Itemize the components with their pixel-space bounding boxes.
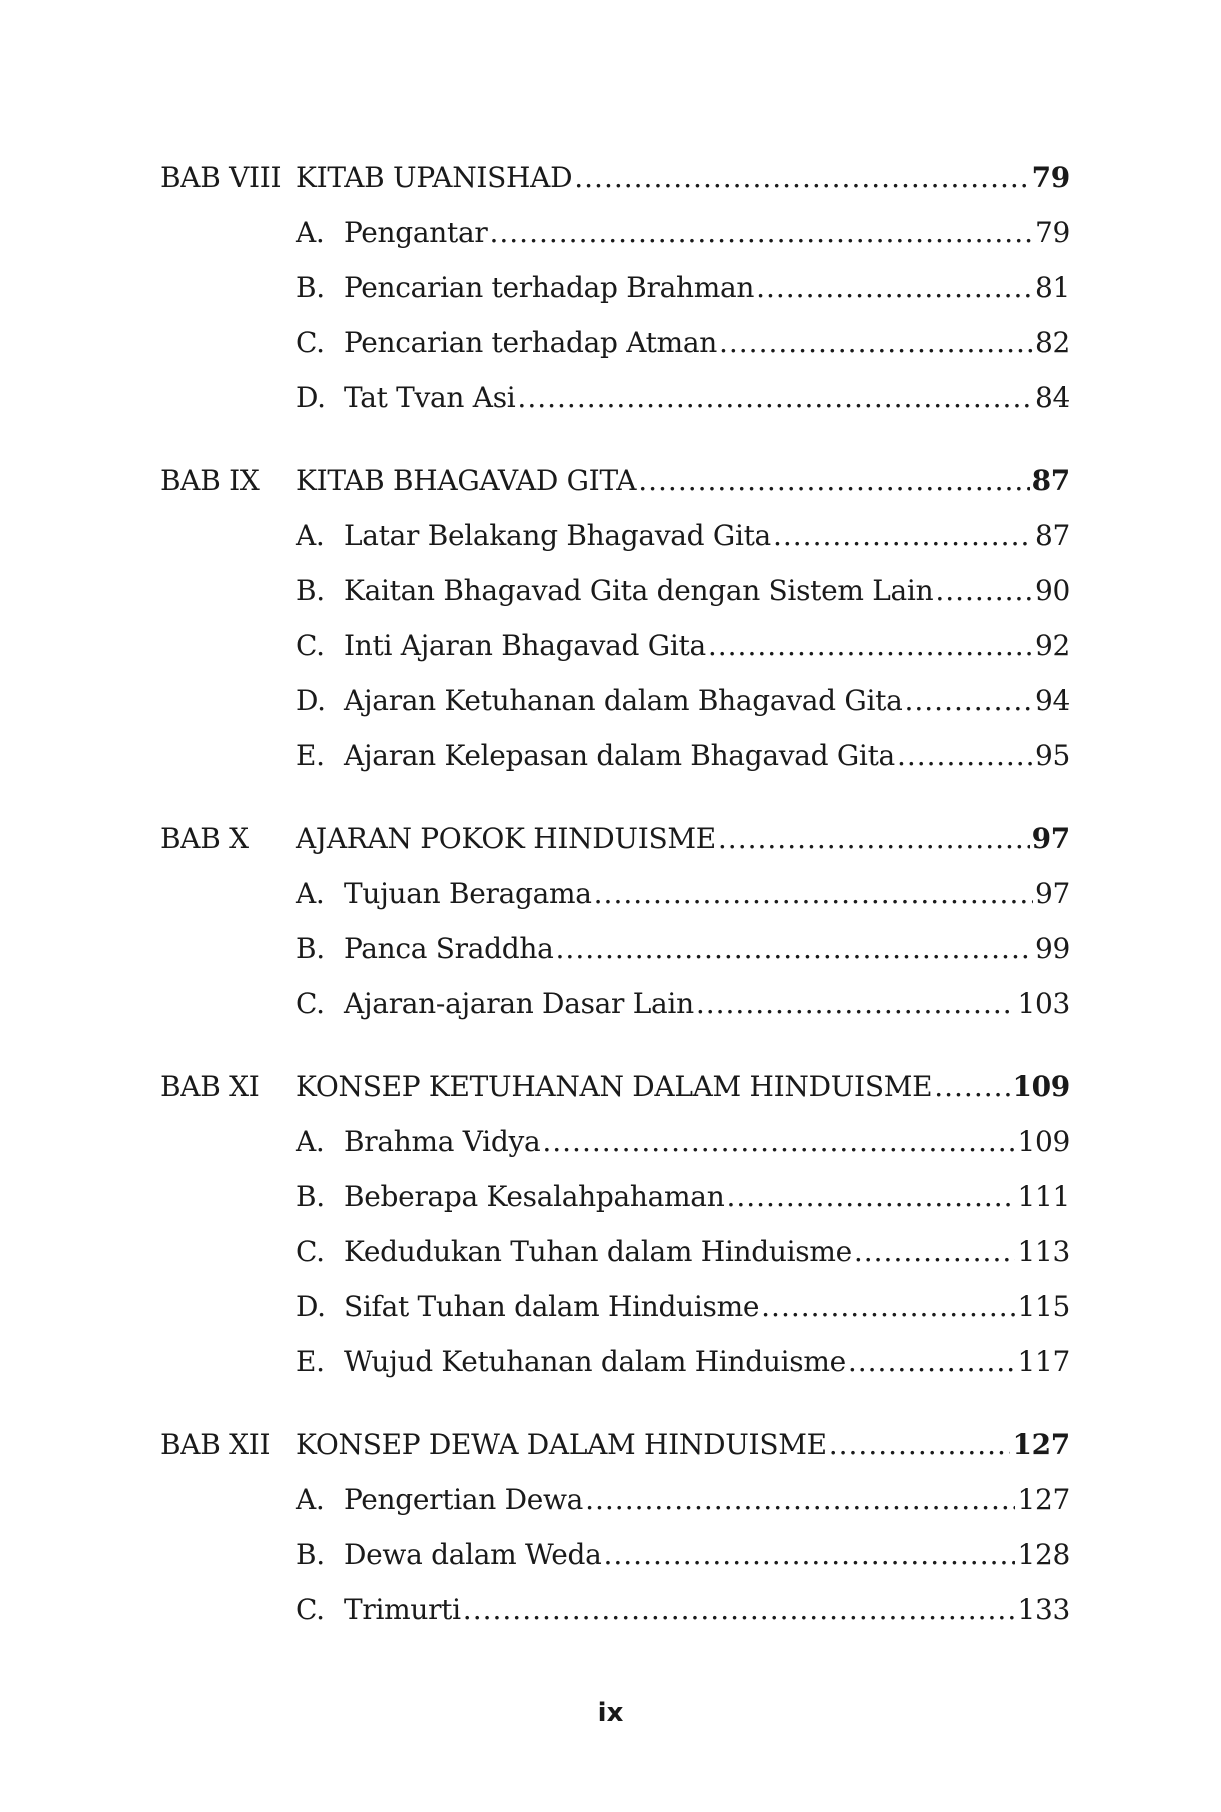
entry-letter: A. [296,216,325,249]
entry-letter: D. [296,381,326,414]
entry-letter: C. [296,629,325,662]
dot-leader [773,508,1033,563]
chapter-title: KITAB UPANISHAD [296,161,573,194]
dot-leader [708,618,1033,673]
toc-entry [160,728,1070,783]
entry-title: Latar Belakang Bhagavad Gita [344,519,771,552]
entry-page-number: 128 [1017,1538,1070,1571]
chapter-page-number: 79 [1031,161,1070,194]
dot-leader [542,1114,1015,1169]
toc-entry [160,921,1070,976]
dot-leader [594,866,1033,921]
dot-leader [603,1527,1015,1582]
entry-page-number: 115 [1017,1290,1070,1323]
entry-page-number: 94 [1034,684,1070,717]
entry-page-number: 113 [1017,1235,1070,1268]
dot-leader [489,205,1033,260]
dot-leader [463,1582,1016,1637]
entry-page-number: 82 [1034,326,1070,359]
toc-entry [160,1582,1070,1637]
entry-letter: B. [296,271,325,304]
dot-leader [638,453,1029,508]
entry-page-number: 92 [1034,629,1070,662]
chapter-title: KONSEP DEWA DALAM HINDUISME [296,1428,827,1461]
dot-leader [718,811,1030,866]
dot-leader [696,976,1016,1031]
entry-title: Sifat Tuhan dalam Hinduisme [344,1290,760,1323]
chapter-page-number: 87 [1031,464,1070,497]
toc-entry [160,1169,1070,1224]
page-number-folio: ix [597,1698,624,1728]
entry-letter: E. [296,739,325,772]
entry-title: Inti Ajaran Bhagavad Gita [344,629,706,662]
entry-page-number: 79 [1034,216,1070,249]
entry-title: Brahma Vidya [344,1125,541,1158]
entry-title: Pengertian Dewa [344,1483,584,1516]
entry-letter: B. [296,1538,325,1571]
chapter-title: AJARAN POKOK HINDUISME [296,822,716,855]
entry-page-number: 103 [1017,987,1070,1020]
dot-leader [848,1334,1016,1389]
toc-entry [160,1334,1070,1389]
entry-title: Wujud Ketuhanan dalam Hinduisme [344,1345,846,1378]
chapter-heading [160,453,1070,508]
entry-title: Tujuan Beragama [344,877,592,910]
entry-page-number: 111 [1017,1180,1070,1213]
toc-entry [160,976,1070,1031]
toc-entry [160,260,1070,315]
entry-title: Pencarian terhadap Brahman [344,271,755,304]
entry-page-number: 99 [1034,932,1070,965]
dot-leader [934,1059,1010,1114]
dot-leader [904,673,1033,728]
chapter-title: KONSEP KETUHANAN DALAM HINDUISME [296,1070,933,1103]
entry-page-number: 109 [1017,1125,1070,1158]
dot-leader [829,1417,1011,1472]
toc-chapter [160,811,1070,1031]
entry-letter: C. [296,1593,325,1626]
toc-entry [160,205,1070,260]
entry-letter: B. [296,1180,325,1213]
toc-entry [160,370,1070,425]
chapter-label: BAB XI [160,1070,260,1103]
toc-chapter [160,453,1070,783]
chapter-heading [160,1059,1070,1114]
entry-title: Dewa dalam Weda [344,1538,602,1571]
toc-entry [160,1472,1070,1527]
entry-title: Beberapa Kesalahpahaman [344,1180,725,1213]
entry-title: Ajaran Kelepasan dalam Bhagavad Gita [344,739,895,772]
chapter-heading [160,811,1070,866]
entry-letter: B. [296,574,325,607]
entry-title: Ajaran-ajaran Dasar Lain [344,987,694,1020]
dot-leader [761,1279,1015,1334]
toc-entry [160,1224,1070,1279]
entry-letter: D. [296,684,326,717]
entry-title: Tat Tvan Asi [344,381,516,414]
chapter-title: KITAB BHAGAVAD GITA [296,464,637,497]
dot-leader [935,563,1033,618]
chapter-label: BAB IX [160,464,260,497]
chapter-label: BAB XII [160,1428,271,1461]
entry-page-number: 117 [1017,1345,1070,1378]
chapter-label: BAB VIII [160,161,282,194]
dot-leader [726,1169,1015,1224]
entry-title: Ajaran Ketuhanan dalam Bhagavad Gita [344,684,903,717]
chapter-heading [160,150,1070,205]
entry-title: Pengantar [344,216,488,249]
entry-page-number: 84 [1034,381,1070,414]
entry-page-number: 127 [1017,1483,1070,1516]
toc-entry [160,1114,1070,1169]
entry-page-number: 81 [1034,271,1070,304]
toc-chapter [160,1417,1070,1637]
chapter-page-number: 127 [1012,1428,1070,1461]
dot-leader [517,370,1033,425]
toc-entry [160,1279,1070,1334]
toc-entry [160,866,1070,921]
entry-letter: E. [296,1345,325,1378]
toc-entry [160,618,1070,673]
entry-page-number: 97 [1034,877,1070,910]
entry-page-number: 95 [1034,739,1070,772]
entry-title: Trimurti [344,1593,461,1626]
entry-title: Panca Sraddha [344,932,554,965]
dot-leader [585,1472,1015,1527]
dot-leader [897,728,1033,783]
entry-page-number: 90 [1034,574,1070,607]
entry-letter: A. [296,1125,325,1158]
entry-letter: C. [296,1235,325,1268]
dot-leader [556,921,1033,976]
dot-leader [719,315,1033,370]
entry-page-number: 87 [1034,519,1070,552]
toc-entry [160,508,1070,563]
entry-letter: A. [296,1483,325,1516]
toc-entry [160,315,1070,370]
entry-letter: C. [296,326,325,359]
entry-letter: D. [296,1290,326,1323]
entry-title: Pencarian terhadap Atman [344,326,717,359]
entry-letter: C. [296,987,325,1020]
toc-entry [160,1527,1070,1582]
toc-chapter [160,1059,1070,1389]
toc-chapter [160,150,1070,425]
entry-title: Kedudukan Tuhan dalam Hinduisme [344,1235,852,1268]
toc-entry [160,673,1070,728]
entry-page-number: 133 [1017,1593,1070,1626]
chapter-heading [160,1417,1070,1472]
entry-letter: B. [296,932,325,965]
entry-title: Kaitan Bhagavad Gita dengan Sistem Lain [344,574,934,607]
dot-leader [756,260,1033,315]
dot-leader [854,1224,1016,1279]
chapter-page-number: 109 [1012,1070,1070,1103]
entry-letter: A. [296,877,325,910]
table-of-contents [160,150,1070,1665]
chapter-label: BAB X [160,822,249,855]
toc-entry [160,563,1070,618]
entry-letter: A. [296,519,325,552]
chapter-page-number: 97 [1031,822,1070,855]
dot-leader [574,150,1029,205]
